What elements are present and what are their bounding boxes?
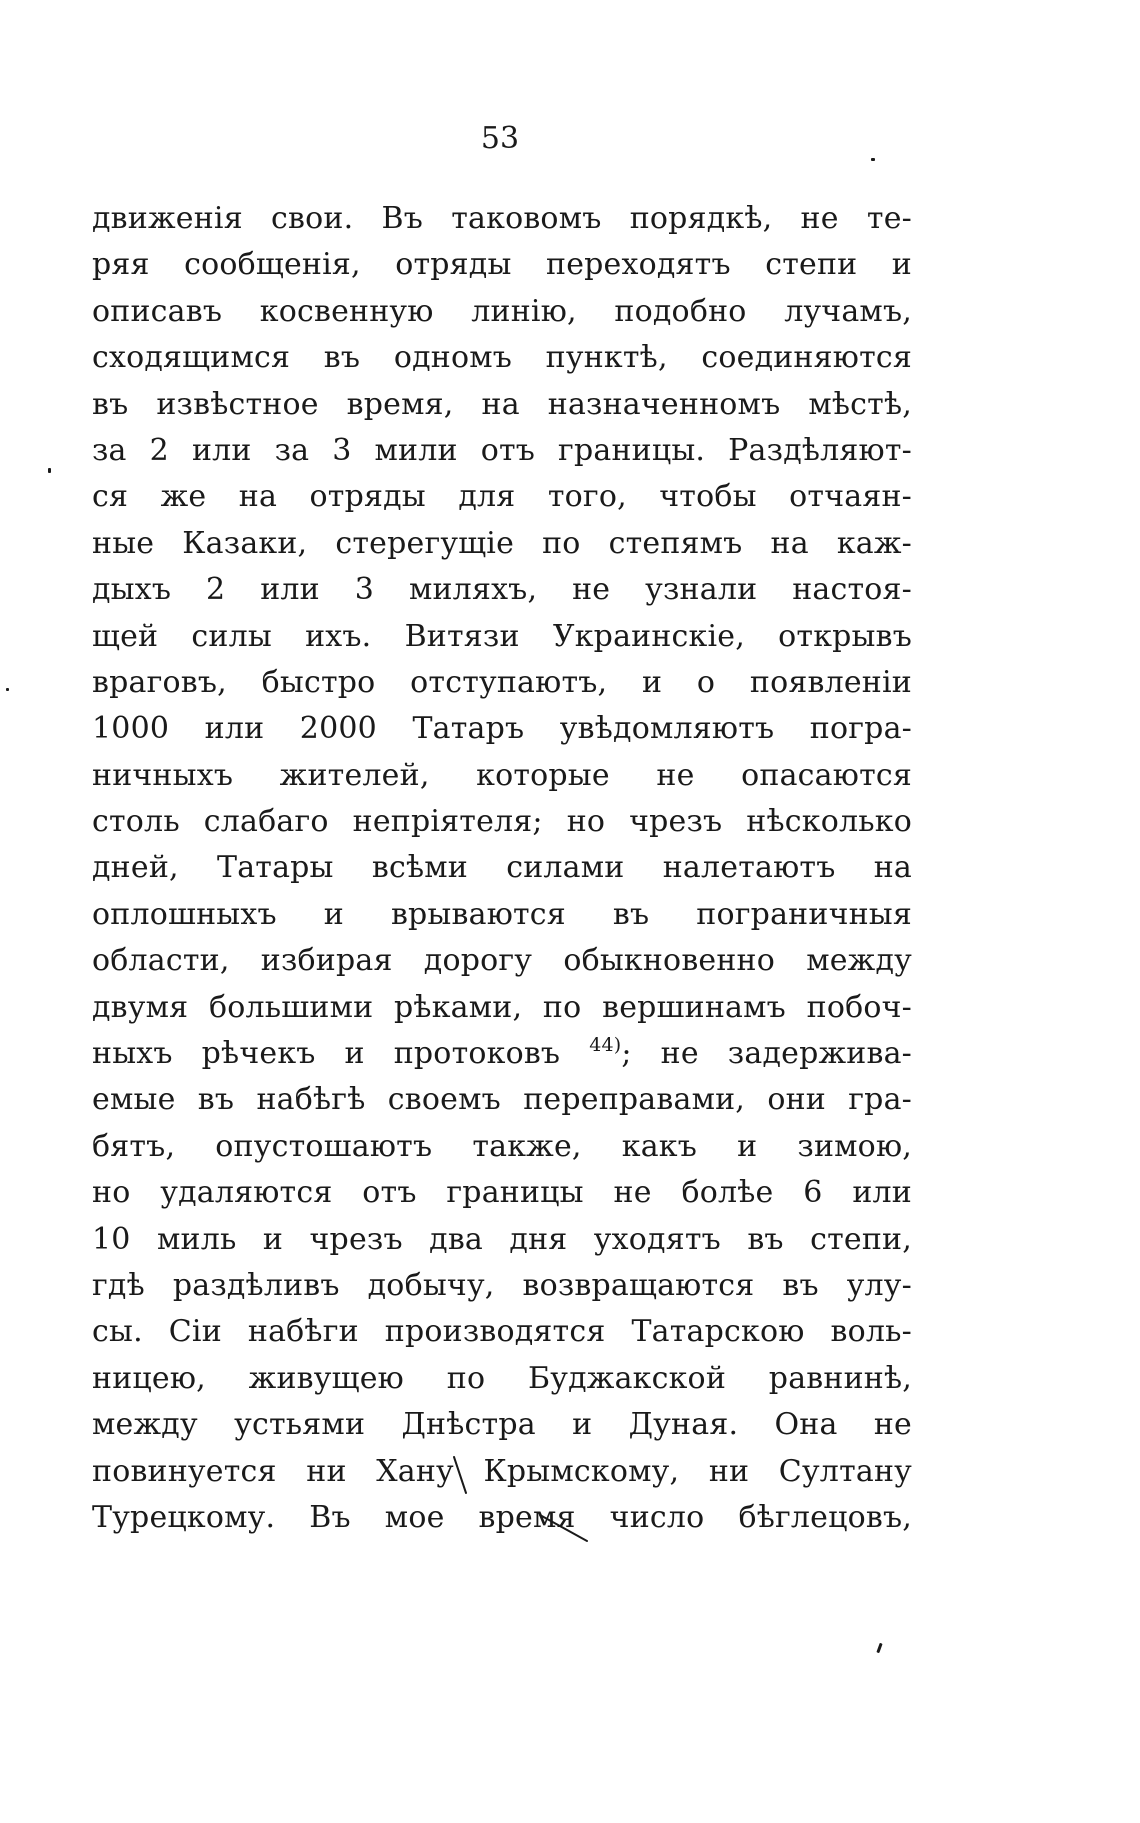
text-line: сходящимся въ одномъ пунктѣ, соединяются (92, 340, 912, 376)
text-line: ные Казаки, стерегущіе по степямъ на каж- (92, 525, 912, 561)
text-line: между устьями Днѣстра и Дуная. Она не (92, 1407, 912, 1443)
text-line: 1000 или 2000 Татаръ увѣдомляютъ погра- (92, 711, 912, 747)
text-line: бятъ, опустошаютъ также, какъ и зимою, (92, 1128, 912, 1164)
ink-speck (876, 1643, 882, 1653)
text-line: ряя сообщенія, отряды переходятъ степи и (92, 247, 912, 283)
text-line: емые въ набѣгѣ своемъ переправами, они гра- (92, 1082, 912, 1118)
body-text (92, 196, 912, 1541)
text-line: сы. Сіи набѣги производятся Татарскою воль- (92, 1314, 912, 1350)
text-line: но удаляются отъ границы не болѣе 6 или (92, 1175, 912, 1211)
text-line: ся же на отряды для того, чтобы отчаян- (92, 479, 912, 515)
page-number: 53 (480, 121, 520, 156)
text-line: дней, Татары всѣми силами налетаютъ на (92, 850, 912, 886)
text-line: гдѣ раздѣливъ добычу, возвращаются въ улу- (92, 1267, 912, 1303)
text-line-end: ; не задержива- (621, 1036, 912, 1072)
text-line: описавъ косвенную линію, подобно лучамъ, (92, 293, 912, 329)
ink-speck (6, 688, 9, 691)
text-line: оплошныхъ и врываются въ пограничныя (92, 896, 912, 932)
text-line: повинуется ни Хану Крымскому, ни Султану (92, 1453, 912, 1489)
text-line: ницею, живущею по Буджакской равнинѣ, (92, 1360, 912, 1396)
text-line: столь слабаго непріятеля; но чрезъ нѣсколько (92, 804, 912, 840)
text-line: дыхъ 2 или 3 миляхъ, не узнали настоя- (92, 572, 912, 608)
text-line: ничныхъ жителей, которые не опасаются (92, 757, 912, 793)
text-line: враговъ, быстро отступаютъ, и о появленіи (92, 664, 912, 700)
text-line: двумя большими рѣками, по вершинамъ побоч- (92, 989, 912, 1025)
pen-mark (452, 1455, 592, 1545)
ink-speck (48, 468, 51, 473)
text-line-start: ныхъ рѣчекъ и протоковъ (92, 1036, 561, 1072)
ink-speck (871, 158, 875, 161)
text-line-with-footnote (92, 1031, 912, 1077)
text-line: въ извѣстное время, на назначенномъ мѣстѣ, (92, 386, 912, 422)
footnote-ref: 44) (589, 1034, 622, 1057)
text-line: области, избирая дорогу обыкновенно между (92, 943, 912, 979)
text-line: Турецкому. Въ мое время число бѣглецовъ, (92, 1499, 912, 1535)
text-line: движенія свои. Въ таковомъ порядкѣ, не те- (92, 201, 912, 236)
text-line: за 2 или за 3 мили отъ границы. Раздѣляют- (92, 432, 912, 468)
text-line: 10 миль и чрезъ два дня уходятъ въ степи, (92, 1221, 912, 1257)
text-line: щей силы ихъ. Витязи Украинскіе, открывъ (92, 618, 912, 654)
